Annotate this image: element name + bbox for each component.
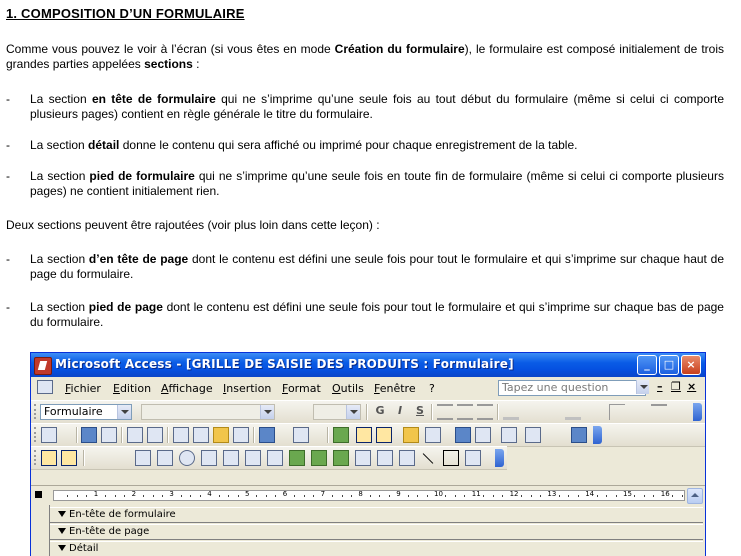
ruler-tick [342,495,343,497]
form-sections [31,505,705,556]
font-combo[interactable] [141,404,275,420]
access-app-icon [34,357,52,375]
ruler-number: 12 [509,490,519,498]
bullet-text: La section [30,92,92,106]
ruler-tick [228,495,229,497]
more-controls-icon[interactable] [465,450,481,466]
select-objects-icon[interactable] [41,450,57,466]
toolbar-separator [366,404,368,420]
ruler-tick [634,495,635,497]
toolbar-separator [167,427,169,443]
ruler-tick [653,495,654,497]
window-title: Microsoft Access - [GRILLE DE SAISIE DES PRODUITS : Formulaire] [55,357,514,371]
bullet-bold: d’en tête de page [88,252,189,266]
ruler-scale [53,490,685,501]
ruler-tick [559,495,560,497]
toolbar-separator [76,427,78,443]
bullet-text: La section [30,169,90,183]
ruler-number: 7 [320,490,326,498]
question-dropdown[interactable] [635,380,649,396]
bold-button[interactable]: G [375,404,385,417]
bullet-bold: pied de page [88,300,163,314]
view-icon[interactable] [41,427,57,443]
ruler-tick [540,495,541,497]
section-label: Détail [69,543,99,554]
underline-button[interactable]: S [416,404,424,417]
bullet-text: qui ne s’imprime qu’une seule fois en toute fin de formulaire (même si celui ci comporte plusieurs pages) ne contient initialement rien. [30,169,724,198]
form-design-toolbar [31,423,705,447]
menu-edition[interactable]: Edition [113,382,152,395]
section-label: En-tête de page [69,526,150,537]
bullet-text: La section [30,300,89,314]
copy-icon[interactable] [193,427,209,443]
menu-bar [31,377,705,399]
bullet-text: La section [30,138,89,152]
ruler-tick [455,495,456,497]
print-preview-icon[interactable] [147,427,163,443]
bullet-dash: - [6,92,10,106]
access-window-screenshot [30,352,706,556]
toolbar-options-chevron[interactable] [693,403,702,421]
ruler-number: 11 [471,490,481,498]
ruler-tick [105,495,106,497]
bullet-dash: - [6,138,10,152]
ruler-tick [256,495,257,497]
ruler-tick [483,495,484,497]
title-bar [31,353,705,377]
ruler-tick [597,495,598,497]
fill-color-icon[interactable] [503,404,519,420]
toolbar-grip [34,427,39,442]
ruler-number: 4 [207,490,212,498]
section-entete-formulaire[interactable] [50,507,703,523]
ruler-tick [86,495,87,497]
bound-object-icon[interactable] [333,450,349,466]
bullet-dash: - [6,252,10,266]
ruler-tick [464,495,465,497]
ruler-number: 3 [169,490,174,498]
control-wizards-icon[interactable] [61,450,77,466]
ruler-number: 15 [623,490,632,498]
menu-affichage[interactable]: Affichage [161,382,213,395]
toolbar-separator [497,404,499,420]
toolbox-icon[interactable] [376,427,392,443]
page-break-icon[interactable] [355,450,371,466]
ruler-tick [672,495,673,497]
ruler-tick [389,495,390,497]
ruler-tick [408,495,409,497]
toolbar-grip [34,404,39,419]
search-icon[interactable] [101,427,117,443]
menu-help[interactable]: ? [429,382,435,395]
bullet-text: donne le contenu qui sera affiché ou imprimé pour chaque enregistrement de la table. [119,138,578,152]
combo-box-tool-icon[interactable] [223,450,239,466]
ruler-tick [351,495,352,497]
toolbar-separator [121,427,123,443]
align-center-icon[interactable] [457,404,473,420]
bullet-text: dont le contenu est défini une seule fois pour tout le formulaire et qui s’imprime sur chaque bas de page du formulaire. [30,300,724,329]
bullet-text: qui ne s’imprime qu’une seule fois au tout début du formulaire (même si celui ci comporte plusieurs pages) contient en règle générale le titre du formulaire. [30,92,724,121]
ruler-tick [332,495,333,497]
hyperlink-icon[interactable] [333,427,349,443]
intro-text-2: ), le formulaire est composé initialement de trois grandes parties appelées [6,42,725,71]
ruler-tick [521,495,522,497]
bullet-dash: - [6,169,10,183]
section-label: En-tête de formulaire [69,509,176,520]
textbox-tool-icon[interactable] [111,450,127,466]
close-icon: × [686,358,696,371]
cut-icon[interactable] [173,427,189,443]
align-right-icon[interactable] [477,404,493,420]
question-input[interactable]: Tapez une question [498,380,646,396]
ruler-tick [568,495,569,497]
ruler-tick [682,495,683,497]
ruler-tick [162,495,163,497]
section-arrow-icon [58,511,66,517]
line-style-icon[interactable] [651,404,667,420]
menu-outils[interactable]: Outils [332,382,364,395]
save-icon[interactable] [81,427,97,443]
intro-text-1: Comme vous pouvez le voir à l’écran (si vous êtes en mode [6,42,335,56]
scroll-up-button[interactable] [687,488,703,504]
ruler-tick [115,495,116,497]
object-combo-value: Formulaire [44,405,103,418]
unbound-object-icon[interactable] [311,450,327,466]
line-tool-icon[interactable] [423,453,434,464]
code-icon[interactable] [425,427,441,443]
second-paragraph: Deux sections peuvent être rajoutées (voir plus loin dans cette leçon) : [6,218,380,232]
field-list-icon[interactable] [356,427,372,443]
ruler-tick [616,495,617,497]
menu-format[interactable]: Format [282,382,321,395]
object-combo[interactable] [40,404,132,420]
ruler-tick [266,495,267,497]
section-arrow-icon [58,545,66,551]
line-color-icon[interactable] [565,404,581,420]
maximize-icon: □ [663,358,675,371]
border-width-icon[interactable] [609,404,625,420]
paste-icon[interactable] [213,427,229,443]
section-arrow-icon [58,528,66,534]
undo-icon[interactable] [259,427,275,443]
ruler-tick [153,495,154,497]
rectangle-tool-icon[interactable] [443,450,459,466]
ruler-tick [219,495,220,497]
doc-restore[interactable]: ❐ [671,380,681,393]
intro-bold-1: Création du formulaire [334,42,465,56]
section-heading: 1. COMPOSITION D’UN FORMULAIRE [6,6,245,21]
ruler-tick [124,495,125,497]
section-entete-page[interactable] [50,524,703,540]
checkbox-tool-icon[interactable] [201,450,217,466]
ruler-number: 5 [245,490,250,498]
menu-fenetre[interactable]: Fenêtre [374,382,416,395]
font-color-icon[interactable] [531,404,547,420]
autoformat-icon[interactable] [403,427,419,443]
ruler-tick [606,495,607,497]
label-tool-icon[interactable] [89,450,105,466]
horizontal-ruler [31,485,705,506]
toolbar-options-chevron[interactable] [495,449,504,467]
help-icon[interactable] [571,427,587,443]
ruler-tick [238,495,239,497]
command-button-tool-icon[interactable] [267,450,283,466]
minimize-button[interactable] [637,355,657,375]
toggle-button-icon[interactable] [157,450,173,466]
ruler-number: 1 [93,490,99,498]
image-tool-icon[interactable] [289,450,305,466]
bullet-text: dont le contenu est défini une seule fois pour tout le formulaire et qui s’imprime sur chaque haut de page du formulaire. [30,252,724,281]
ruler-tick [493,495,494,497]
ruler-tick [143,495,144,497]
option-group-icon[interactable] [135,450,151,466]
ruler-tick [275,495,276,497]
menu-insertion[interactable]: Insertion [223,382,272,395]
ruler-tick [502,495,503,497]
ruler-number: 6 [282,490,288,498]
ruler-tick [370,495,371,497]
ruler-tick [304,495,305,497]
toolbar-separator [431,404,433,420]
minimize-icon: _ [644,358,650,371]
ruler-tick [181,495,182,497]
toolbar-separator [253,427,255,443]
option-button-icon[interactable] [179,450,195,466]
format-painter-icon[interactable] [233,427,249,443]
list-box-tool-icon[interactable] [245,450,261,466]
bullet-text: La section [30,252,89,266]
bullet-dash: - [6,300,10,314]
ruler-tick [445,495,446,497]
properties-icon[interactable] [455,427,471,443]
ruler-tick [200,495,201,497]
ruler-tick [379,495,380,497]
ruler-number: 8 [358,490,363,498]
subform-icon[interactable] [399,450,415,466]
ruler-tick [294,495,295,497]
builder-icon[interactable] [475,427,491,443]
ruler-number: 10 [434,490,443,498]
new-object-icon[interactable] [525,427,541,443]
font-size-combo[interactable] [313,404,361,420]
bullet-bold: en tête de formulaire [91,92,216,106]
doc-minimize[interactable]: – [657,380,663,393]
bullet-bold: pied de formulaire [89,169,195,183]
ruler-number: 16 [660,490,670,498]
intro-paragraph [6,42,724,72]
menu-fichier[interactable]: Fichier [65,382,101,395]
toolbar-separator [327,427,329,443]
section-detail[interactable] [50,541,703,556]
intro-bold-2: sections [144,57,193,71]
italic-button[interactable]: I [397,404,403,417]
doc-close[interactable]: × [687,380,697,393]
ruler-tick [427,495,428,497]
toolbar-options-chevron[interactable] [593,426,602,444]
toolbar-grip [34,450,39,465]
bullet-bold: détail [88,138,120,152]
ruler-tick [67,495,68,497]
maximize-button[interactable] [659,355,679,375]
ruler-tick [578,495,579,497]
close-button[interactable] [681,355,701,375]
database-window-icon[interactable] [501,427,517,443]
ruler-tick [531,495,532,497]
ruler-number: 9 [396,490,401,498]
ruler-number: 14 [585,490,595,498]
form-selector[interactable] [35,491,42,498]
ruler-number: 13 [547,490,557,498]
ruler-tick [417,495,418,497]
form-doc-icon[interactable] [37,380,53,394]
ruler-tick [77,495,78,497]
tab-control-icon[interactable] [377,450,393,466]
toolbar-separator [83,450,85,466]
intro-text-3: : [192,57,200,71]
align-left-icon[interactable] [437,404,453,420]
print-icon[interactable] [127,427,143,443]
ruler-tick [190,495,191,497]
ruler-tick [313,495,314,497]
ruler-number: 2 [131,490,137,498]
formatting-toolbar [31,400,705,424]
toolbox-toolbar [31,446,507,470]
vertical-ruler [34,505,50,556]
redo-icon[interactable] [293,427,309,443]
ruler-tick [644,495,645,497]
